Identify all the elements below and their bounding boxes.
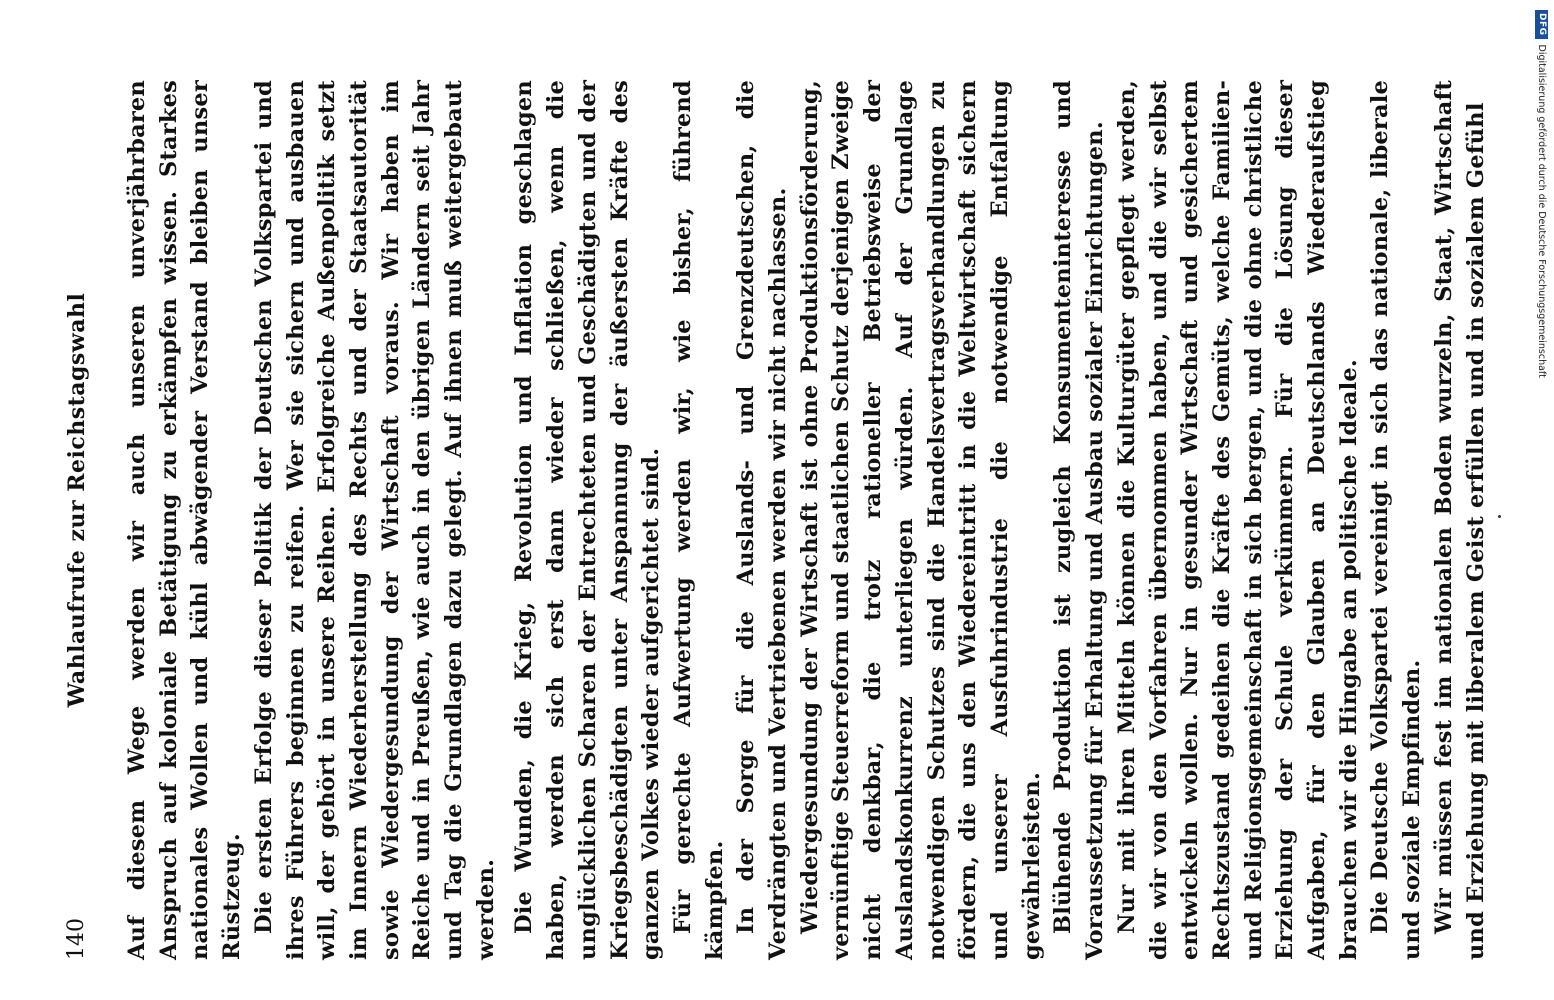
- scan-speck: [1498, 515, 1501, 518]
- paragraph: Auf diesem Wege werden wir auch unseren unverjährbaren Anspruch auf koloniale Betätigung zu erkämpfen wissen. Starkes nationales Wollen und kühl abwägender Verstand bleiben unser Rüstzeug.: [124, 80, 246, 960]
- paragraph: Blühende Produktion ist zugleich Konsumenteninteresse und Voraussetzung für Erhaltung und Ausbau sozialer Einrichtungen.: [1050, 80, 1109, 960]
- paragraph: Die Wunden, die Krieg, Revolution und Inflation geschlagen haben, werden sich erst dann wieder schließen, wenn die unglücklichen Scharen der Entrechteten und Geschädigten und der Kriegsbeschädigten unter Anspannung der äußersten Kräfte des ganzen Volkes wieder aufgerichtet sind.: [511, 80, 665, 960]
- digitisation-credit: [1536, 10, 1550, 730]
- running-title: Wahlaufrufe zur Reichstagswahl: [64, 292, 90, 708]
- body-text: [122, 80, 1492, 960]
- credit-line: [1534, 10, 1548, 730]
- paragraph: Die Deutsche Volkspartei vereinigt in sich das nationale, liberale und soziale Empfinden.: [1367, 80, 1426, 960]
- page-number: 140: [64, 918, 89, 960]
- paragraph: Wiedergesundung der Wirtschaft ist ohne Produktionsförderung, vernünftige Steuerreform und staatlichen Schutz derjenigen Zweige nicht denkbar, die trotz rationeller Betriebsweise der Auslandskonkurrenz unterliegen würden. Auf der Grundlage notwendigen Schutzes sind die Handelsvertragsverhandlungen zu fördern, die uns den Wiedereintritt in die Weltwirtschaft sichern und unserer Ausfuhrindustrie die notwendige Entfaltung gewährleisten.: [796, 80, 1045, 960]
- running-head: [60, 60, 100, 960]
- paragraph: In der Sorge für die Auslands- und Grenzdeutschen, die Verdrängten und Vertriebenen werden wir nicht nachlassen.: [733, 80, 792, 960]
- paragraph: Wir müssen fest im nationalen Boden wurzeln, Staat, Wirtschaft und Erziehung mit liberalem Geist erfüllen und in sozialem Gefühl: [1430, 80, 1489, 960]
- paragraph: Die ersten Erfolge dieser Politik der Deutschen Volkspartei und ihres Führers beginnen zu reifen. Wer sie sichern und ausbauen will, der gehört in unsere Reihen. Erfolgreiche Außenpolitik setzt im Innern Wiederherstellung des Rechts und der Staatsautorität sowie Wiedergesundung der Wirtschaft voraus. Wir haben im Reiche und in Preußen, wie auch in den übrigen Ländern seit Jahr und Tag die Grundlagen dazu gelegt. Auf ihnen muß weitergebaut werden.: [250, 80, 499, 960]
- paragraph: Nur mit ihren Mitteln können die Kulturgüter gepflegt werden, die wir von den Vorfahren übernommen haben, und die wir selbst entwickeln wollen. Nur in gesunder Wirtschaft und gesichertem Rechtszustand gedeihen die Kräfte des Gemüts, welche Familien- und Religionsgemeinschaft in sich bergen, und die ohne christliche Erziehung der Schule verkümmern. Für die Lösung dieser Aufgaben, für den Glauben an Deutschlands Wiederaufstieg brauchen wir die Hingabe an politische Ideale.: [1113, 80, 1362, 960]
- rotated-page-content: [60, 60, 1489, 960]
- dfg-logo: DFG: [1535, 10, 1548, 39]
- credit-text: Digitalisierung gefördert durch die Deutsche Forschungsgemeinschaft: [1536, 44, 1547, 378]
- paragraph: Für gerechte Aufwertung werden wir, wie bisher, führend kämpfen.: [669, 80, 728, 960]
